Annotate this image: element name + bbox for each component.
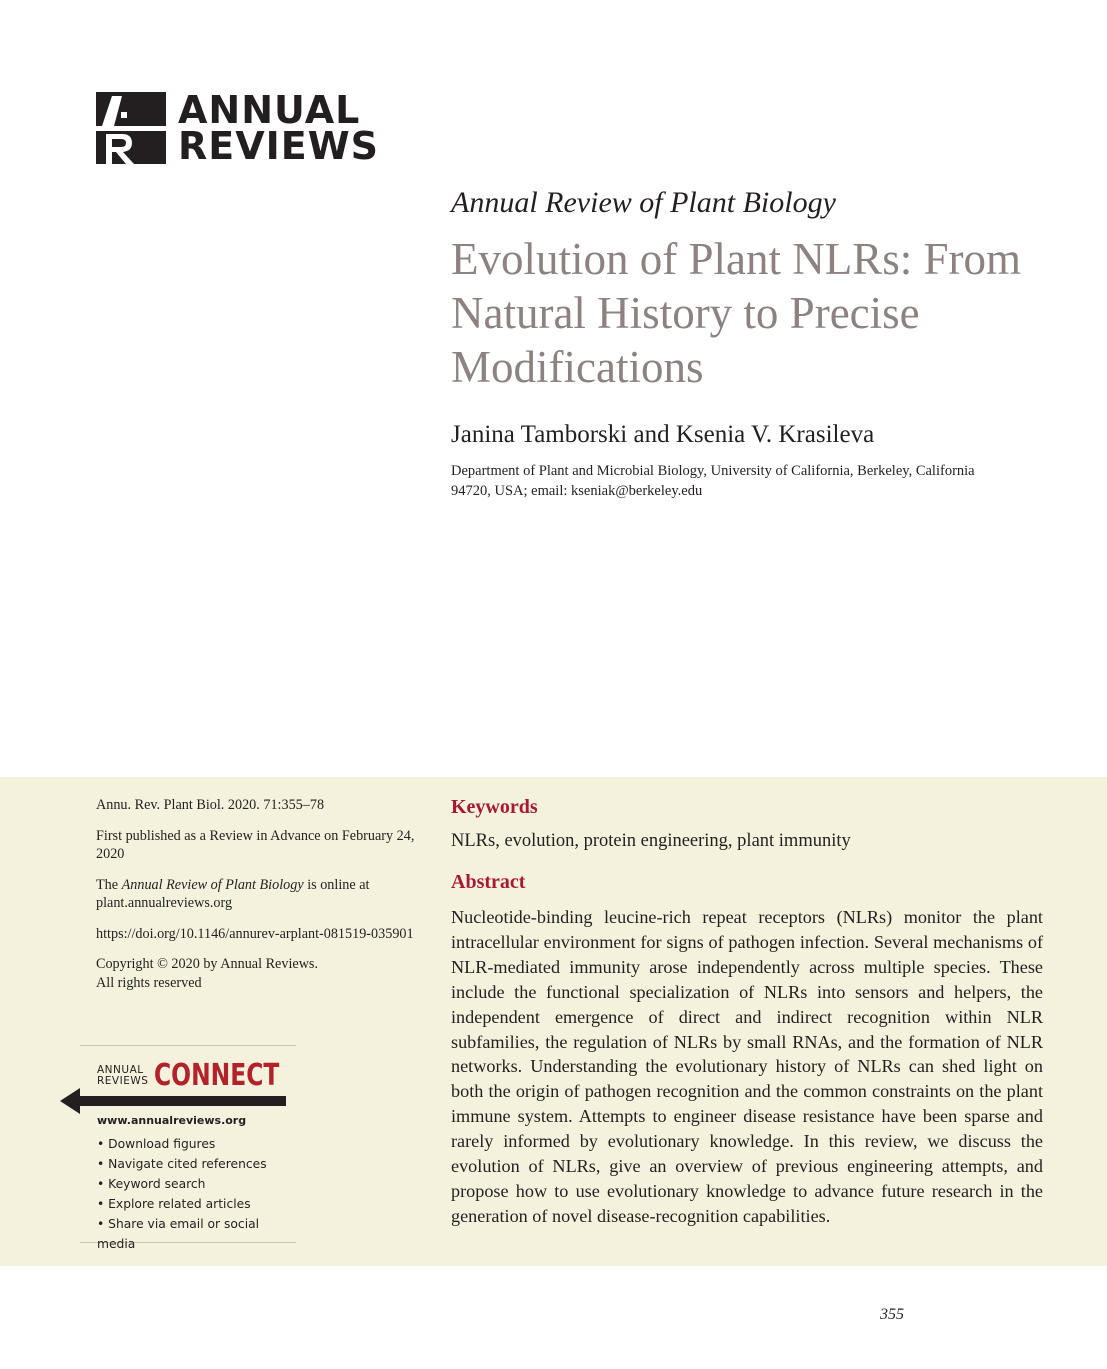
first-published: First published as a Review in Advance on February 24, 2020	[96, 827, 415, 862]
article-title: Evolution of Plant NLRs: From Natural History to Precise Modifications	[451, 234, 1022, 392]
list-item: • Download figures	[97, 1137, 216, 1151]
ar-logo-mark-icon	[96, 92, 166, 164]
keywords-text: NLRs, evolution, protein engineering, plant immunity	[451, 831, 851, 851]
list-item: • Share via email or social media	[97, 1217, 260, 1251]
connect-feature-list	[97, 1134, 296, 1254]
annual-reviews-logo	[96, 88, 380, 168]
journal-name: Annual Review of Plant Biology	[451, 186, 836, 219]
page-number: 355	[880, 1306, 904, 1323]
list-item: • Keyword search	[97, 1177, 206, 1191]
affiliation: Department of Plant and Microbial Biology, University of California, Berkeley, California 94720, USA; email: kseniak@berkeley.edu	[451, 463, 975, 499]
copyright: Copyright © 2020 by Annual Reviews. All rights reserved	[96, 956, 319, 991]
online-journal-name: Annual Review of Plant Biology	[121, 876, 304, 893]
connect-small-label: ANNUAL REVIEWS	[97, 1063, 149, 1087]
annual-reviews-connect-box	[80, 1045, 296, 1251]
logo-line-annual: ANNUAL	[178, 88, 361, 132]
authors: Janina Tamborski and Ksenia V. Krasileva	[451, 421, 875, 448]
list-item: • Explore related articles	[97, 1197, 251, 1211]
online-at: The Annual Review of Plant Biology is online at plant.annualreviews.org	[96, 876, 370, 911]
list-item: • Navigate cited references	[97, 1157, 267, 1171]
article-meta	[96, 796, 416, 992]
left-arrow-icon	[58, 1086, 286, 1116]
rights: All rights reserved	[96, 974, 202, 991]
abstract-text: Nucleotide-binding leucine-rich repeat receptors (NLRs) monitor the plant intracellular environment for signs of pathogen infection. Several mechanisms of NLR-mediated immunity arose independently across multiple species. These include the functional specialization of NLRs into sensors and helpers, the independent emergence of direct and indirect recognition within NLR subfamilies, the regulation of NLRs by small RNAs, and the formation of NLR networks. Understanding the evolutionary history of NLRs can shed light on both the origin of pathogen recognition and the common constraints on the plant immune system. Attempts to engineer disease resistance have been sparse and rarely informed by evolutionary knowledge. In this review, we discuss the evolution of NLRs, give an overview of previous engineering attempts, and propose how to use evolutionary knowledge to advance future research in the generation of novel disease-recognition capabilities.	[451, 907, 1043, 1226]
logo-text	[178, 88, 380, 168]
abstract-heading: Abstract	[451, 871, 526, 893]
connect-url[interactable]: www.annualreviews.org	[97, 1114, 247, 1127]
citation: Annu. Rev. Plant Biol. 2020. 71:355–78	[96, 797, 325, 813]
doi-link[interactable]: https://doi.org/10.1146/annurev-arplant-081519-035901	[96, 925, 414, 942]
keywords-heading: Keywords	[451, 796, 538, 818]
logo-line-reviews: REVIEWS	[178, 124, 380, 168]
connect-title: CONNECT	[154, 1058, 280, 1093]
